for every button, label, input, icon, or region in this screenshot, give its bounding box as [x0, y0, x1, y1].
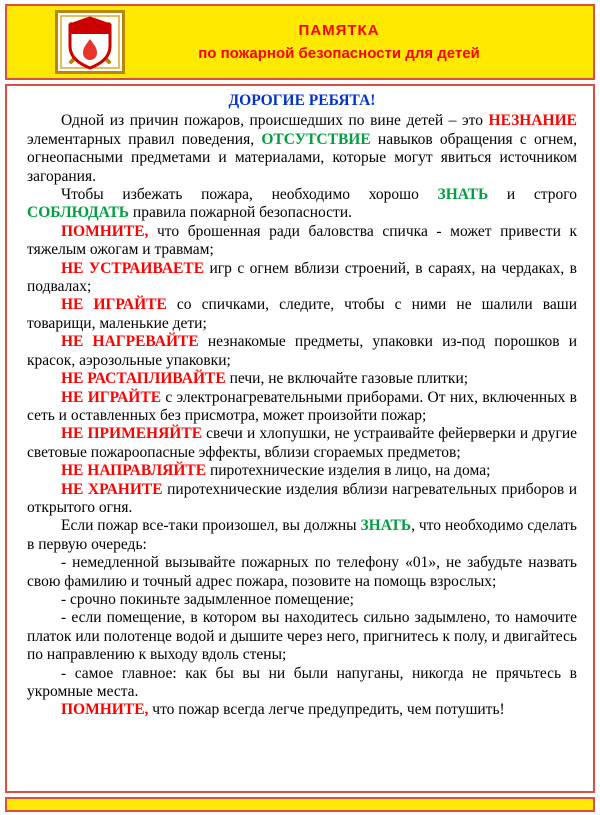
memo-header — [5, 4, 595, 80]
emphasis-text: ОТСУТСТВИЕ — [261, 130, 371, 148]
paragraph-text: - если помещение, в котором вы находитесь сильно задымлено, то намочите платок или полотенце водой и дышите через него, пригнитесь к полу, и двигайтесь по направлению к выходу вдоль стены; — [27, 609, 577, 664]
paragraph-text: правила пожарной безопасности. — [129, 204, 352, 222]
header-titles — [125, 22, 583, 62]
paragraph-text: незнакомые предметы, упаковки из-под порошков и красок, аэрозольные упаковки; — [27, 333, 577, 369]
paragraph — [27, 701, 577, 719]
paragraph — [27, 665, 577, 702]
paragraph — [27, 609, 577, 664]
page-subtitle: по пожарной безопасности для детей — [198, 45, 480, 62]
paragraph-text: навыков обращения с огнем, огнеопасными предметами и материалами, которые могут явиться источником загорания. — [27, 130, 577, 185]
paragraph-text: элементарных правил поведения, — [27, 130, 262, 148]
emphasis-text: СОБЛЮДАТЬ — [27, 204, 130, 222]
emphasis-text: ПОМНИТЕ, — [61, 222, 149, 240]
paragraph-text: что пожар всегда легче предупредить, чем потушить! — [148, 701, 505, 719]
paragraph — [27, 389, 577, 426]
paragraph-text: Одной из причин пожаров, происшедших по вине детей – это — [61, 112, 489, 130]
paragraph — [27, 481, 577, 518]
paragraph — [27, 223, 577, 260]
footer-strip — [5, 797, 595, 812]
paragraph — [27, 517, 577, 554]
paragraph-text: что брошенная ради баловства спичка - может привести к тяжелым ожогам и травмам; — [27, 222, 577, 259]
paragraph-text: со спичками, следите, чтобы с ними не шалили ваши товарищи, маленькие дети; — [27, 296, 577, 332]
paragraph — [27, 370, 577, 388]
paragraph-text: пиротехнические изделия в лицо, на дома; — [206, 462, 491, 480]
paragraph — [27, 462, 577, 480]
emphasis-text: НЕ ИГРАЙТЕ — [61, 388, 162, 406]
emphasis-text: НЕ РАСТАПЛИВАЙТЕ — [61, 370, 226, 388]
paragraph — [27, 296, 577, 333]
paragraph-text: печи, не включайте газовые плитки; — [225, 370, 469, 388]
emphasis-text: НЕ НАГРЕВАЙТЕ — [61, 333, 199, 351]
paragraph-text: игр с огнем вблизи строений, в сараях, на чердаках, в подвалах; — [27, 259, 578, 296]
emphasis-text: НЕЗНАНИЕ — [488, 112, 577, 130]
emphasis-text: НЕ ПРИМЕНЯЙТЕ — [61, 425, 203, 443]
paragraph-text: с электронагревательными приборами. От них, включенных в сеть и оставленных без присмотра, может произойти пожар; — [27, 388, 577, 424]
emphasis-text: НЕ НАПРАВЛЯЙТЕ — [61, 462, 207, 480]
page-title: ПАМЯТКА — [298, 22, 380, 39]
paragraph-text: Если пожар все-таки произошел, вы должны — [61, 517, 361, 535]
paragraph-text: - самое главное: как бы вы ни были напуганы, никогда не прячьтесь в укромные места. — [27, 664, 577, 700]
emphasis-text: ЗНАТЬ — [437, 186, 489, 204]
paragraph — [27, 554, 577, 591]
emphasis-text: ПОМНИТЕ, — [61, 701, 149, 719]
paragraph-text: Чтобы избежать пожара, необходимо хорошо — [61, 186, 438, 204]
memo-content — [5, 84, 595, 793]
paragraph — [27, 260, 577, 297]
paragraph-text: и строго — [488, 186, 577, 204]
salutation-heading: ДОРОГИЕ РЕБЯТА! — [228, 92, 376, 109]
emphasis-text: НЕ ИГРАЙТЕ — [61, 296, 167, 314]
paragraph-text: , что необходимо сделать в первую очередь: — [27, 517, 577, 553]
paragraph — [27, 425, 577, 462]
fire-service-crest-icon — [55, 10, 125, 74]
paragraph — [27, 333, 577, 370]
paragraph — [27, 186, 577, 223]
paragraph-text: - немедленной вызывайте пожарных по телефону «01», не забудьте назвать свою фамилию и точный адрес пожара, позовите на помощь взрослых; — [27, 554, 577, 590]
emphasis-text: НЕ ХРАНИТЕ — [61, 480, 163, 498]
paragraph — [27, 112, 577, 186]
paragraph-text: пиротехнические изделия вблизи нагревательных приборов и открытого огня. — [27, 480, 577, 516]
paragraph — [27, 591, 577, 609]
emphasis-text: НЕ УСТРАИВАЕТЕ — [61, 259, 205, 277]
emphasis-text: ЗНАТЬ — [360, 517, 412, 535]
paragraphs-container — [27, 112, 577, 719]
paragraph-text: свечи и хлопушки, не устраивайте фейерверки и другие световые пожароопасные эффекты, вблизи сгораемых предметов; — [27, 425, 577, 461]
paragraph-text: - срочно покиньте задымленное помещение; — [61, 590, 354, 608]
